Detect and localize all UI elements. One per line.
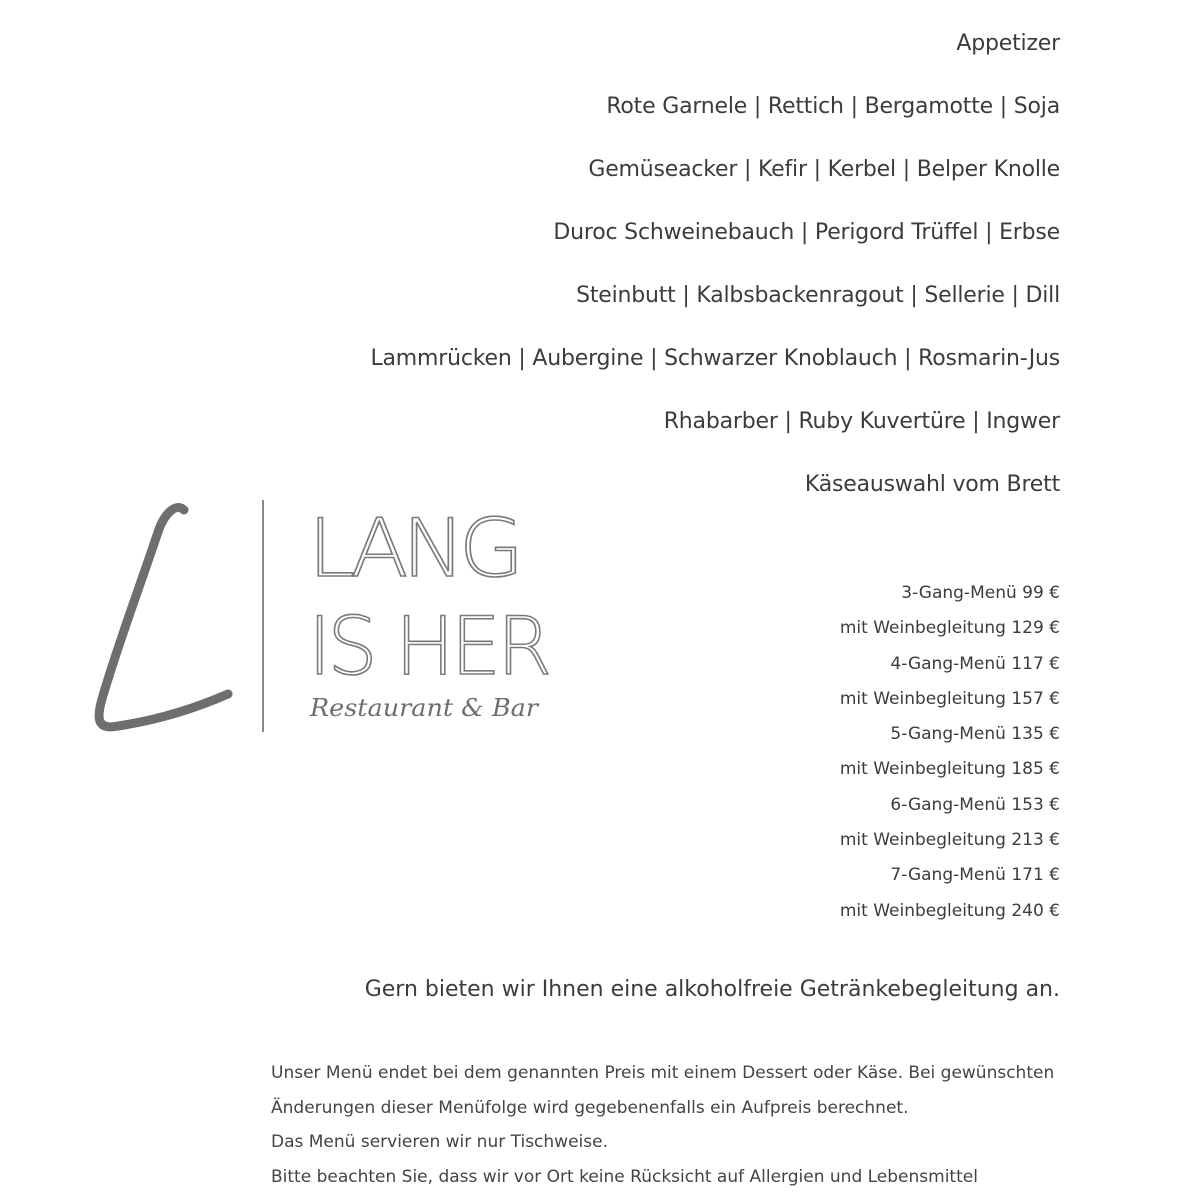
logo-wordmark-line1: LANG	[308, 502, 518, 595]
course-list	[300, 12, 1060, 516]
price-item: 3-Gang-Menü 99 €	[901, 583, 1060, 603]
price-item: mit Weinbegleitung 185 €	[839, 759, 1060, 780]
price-item: mit Weinbegleitung 129 €	[839, 618, 1060, 639]
price-item: mit Weinbegleitung 240 €	[839, 900, 1060, 921]
course-item: Steinbutt | Kalbsbackenragout | Sellerie | Dill	[576, 283, 1060, 308]
non-alcoholic-pairing-note: Gern bieten wir Ihnen eine alkoholfreie Getränkebegleitung an.	[364, 977, 1060, 1002]
price-list	[640, 576, 1060, 929]
course-item: Rhabarber | Ruby Kuvertüre | Ingwer	[663, 409, 1060, 434]
price-item: 6-Gang-Menü 153 €	[890, 794, 1060, 815]
course-item: Rote Garnele | Rettich | Bergamotte | Soja	[606, 94, 1060, 119]
logo-wordmark-line2: IS HER	[308, 600, 549, 693]
fine-print	[271, 1056, 1071, 1194]
price-item: 4-Gang-Menü 117 €	[890, 653, 1060, 674]
course-item: Gemüseacker | Kefir | Kerbel | Belper Knolle	[588, 157, 1060, 182]
restaurant-logo	[88, 494, 558, 744]
price-item: 7-Gang-Menü 171 €	[890, 865, 1060, 886]
fine-print-line: Unser Menü endet bei dem genannten Preis mit einem Dessert oder Käse. Bei gewünschten	[271, 1063, 1055, 1083]
course-item: Duroc Schweinebauch | Perigord Trüffel | Erbse	[553, 220, 1060, 245]
course-item: Appetizer	[956, 31, 1060, 56]
price-item: 5-Gang-Menü 135 €	[890, 724, 1060, 745]
course-item: Lammrücken | Aubergine | Schwarzer Knoblauch | Rosmarin-Jus	[370, 346, 1060, 371]
price-item: mit Weinbegleitung 157 €	[839, 688, 1060, 709]
course-item: Käseauswahl vom Brett	[804, 472, 1060, 497]
price-item: mit Weinbegleitung 213 €	[839, 830, 1060, 851]
fine-print-line: Das Menü servieren wir nur Tischweise.	[271, 1132, 608, 1152]
logo-script-l-mark	[99, 507, 228, 726]
fine-print-line: Änderungen dieser Menüfolge wird gegebenenfalls ein Aufpreis berechnet.	[271, 1097, 909, 1118]
logo-tagline: Restaurant & Bar	[308, 694, 540, 722]
fine-print-line: Bitte beachten Sie, dass wir vor Ort keine Rücksicht auf Allergien und Lebensmittel	[271, 1166, 978, 1187]
